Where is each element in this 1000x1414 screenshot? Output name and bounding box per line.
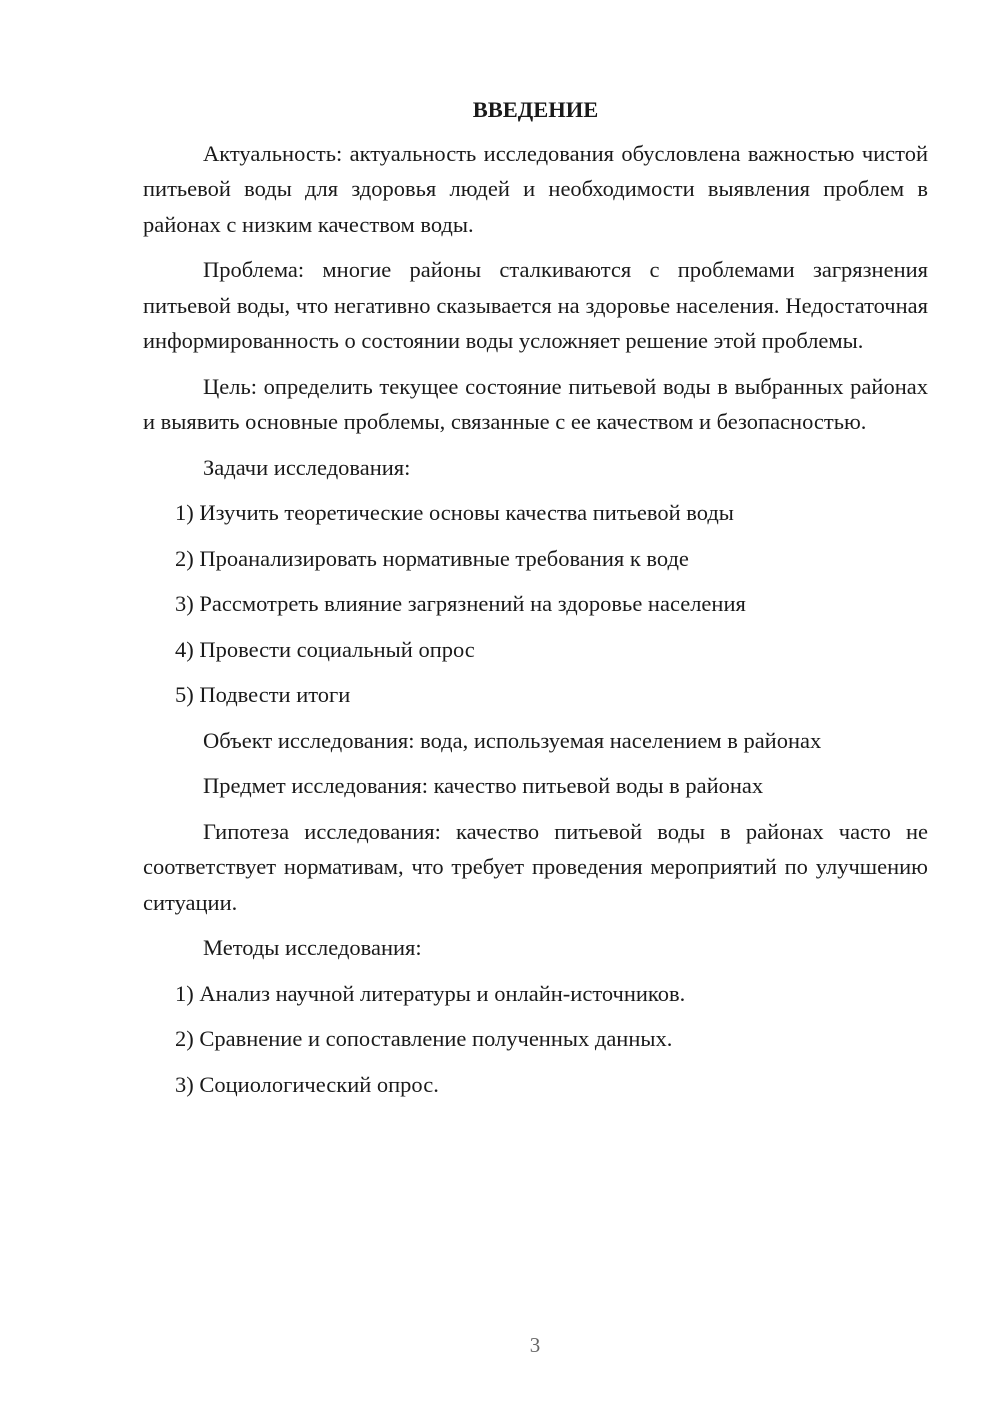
task-item: 3) Рассмотреть влияние загрязнений на здоровье населения xyxy=(175,591,746,616)
goal-paragraph: Цель: определить текущее состояние питьевой воды в выбранных районах и выявить основные проблемы, связанные с ее качеством и безопасностью. xyxy=(143,373,928,434)
task-item: 5) Подвести итоги xyxy=(175,682,351,707)
tasks-list xyxy=(143,495,928,713)
page-number: 3 xyxy=(529,1333,541,1357)
method-item: 2) Сравнение и сопоставление полученных данных. xyxy=(175,1026,673,1051)
subject-paragraph: Предмет исследования: качество питьевой воды в районах xyxy=(203,773,764,798)
methods-list xyxy=(143,976,928,1103)
method-item: 1) Анализ научной литературы и онлайн-источников. xyxy=(175,980,686,1006)
section-title: ВВЕДЕНИЕ xyxy=(472,97,599,122)
tasks-heading: Задачи исследования: xyxy=(203,454,411,480)
object-paragraph: Объект исследования: вода, используемая населением в районах xyxy=(203,727,822,753)
document-page xyxy=(143,92,928,1112)
relevance-paragraph: Актуальность: актуальность исследования обусловлена важностью чистой питьевой воды для здоровья людей и необходимости выявления проблем в районах с низким качеством воды. xyxy=(143,140,928,237)
methods-heading: Методы исследования: xyxy=(203,935,422,960)
task-item: 1) Изучить теоретические основы качества питьевой воды xyxy=(175,500,734,525)
task-item: 2) Проанализировать нормативные требования к воде xyxy=(175,545,689,571)
hypothesis-paragraph: Гипотеза исследования: качество питьевой воды в районах часто не соответствует нормативам, что требует проведения мероприятий по улучшению ситуации. xyxy=(143,818,928,915)
problem-paragraph: Проблема: многие районы сталкиваются с проблемами загрязнения питьевой воды, что негативно сказывается на здоровье населения. Недостаточная информированность о состоянии воды усложняет решение этой проблемы. xyxy=(143,257,928,353)
task-item: 4) Провести социальный опрос xyxy=(175,636,475,662)
method-item: 3) Социологический опрос. xyxy=(175,1071,439,1097)
